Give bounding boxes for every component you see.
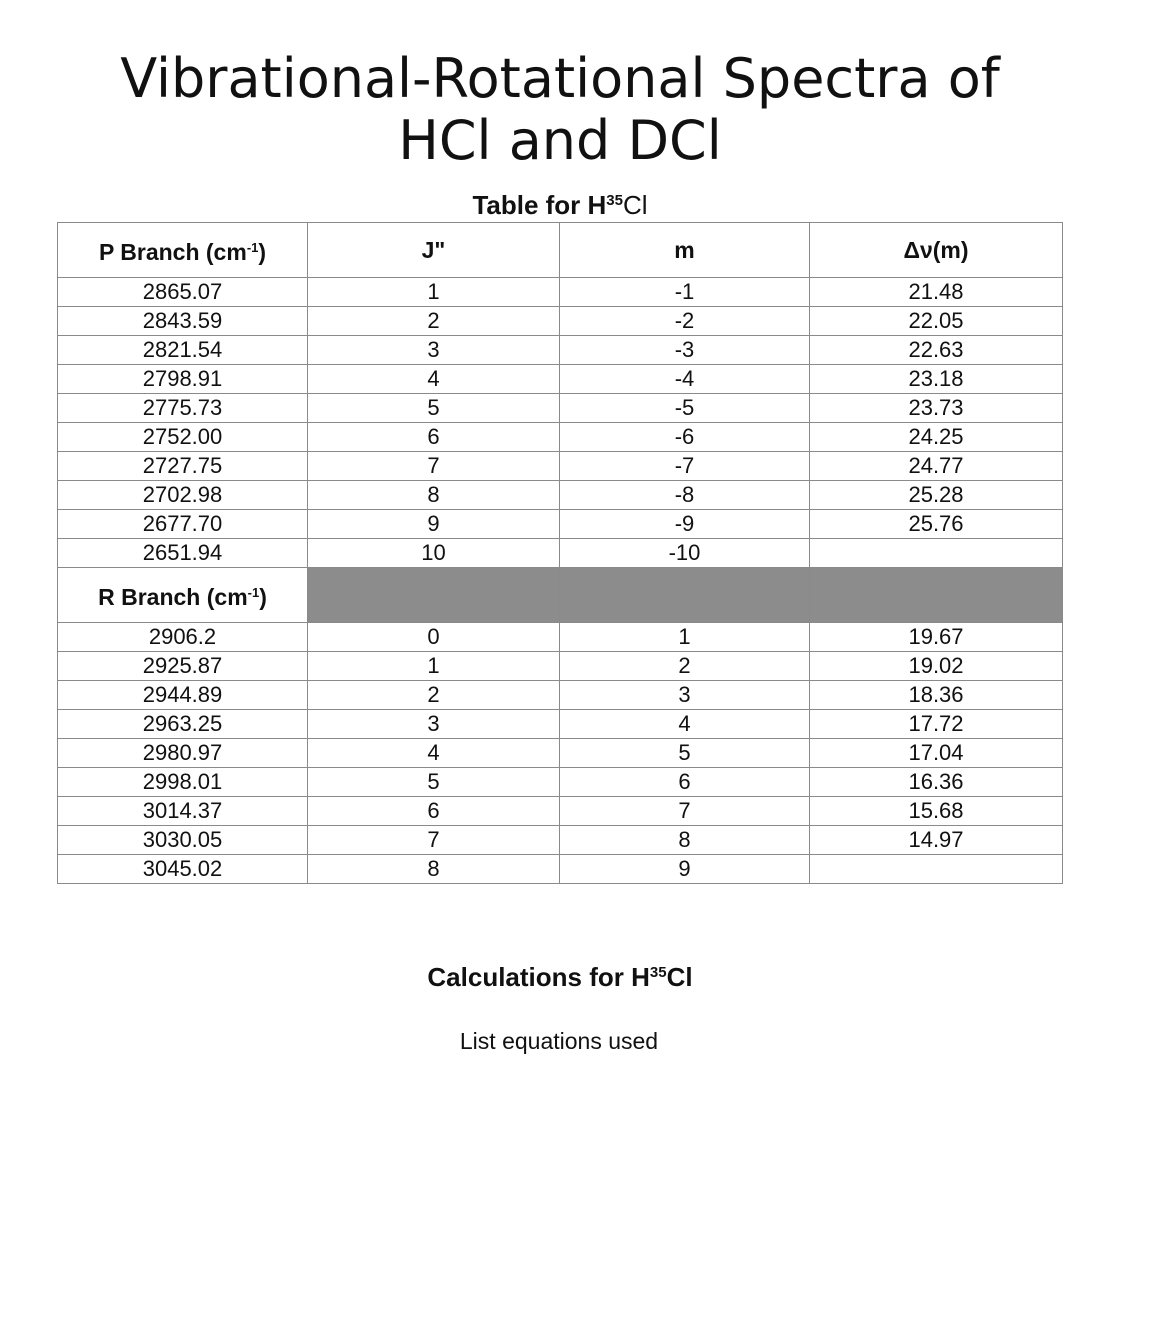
table-row [58,481,1063,510]
table-cell: 16.36 [810,768,1063,797]
p-header-row [58,223,1063,278]
table-row [58,710,1063,739]
table-cell: 2944.89 [58,681,308,710]
table-cell: -10 [560,539,810,568]
table-cell: 3 [308,336,560,365]
table-cell: 18.36 [810,681,1063,710]
table-row [58,681,1063,710]
table-cell: 23.18 [810,365,1063,394]
table-cell: 1 [308,652,560,681]
table-cell: 4 [308,365,560,394]
table-cell: -6 [560,423,810,452]
table-cell: 1 [308,278,560,307]
table-cell: 7 [308,452,560,481]
table-cell: 5 [560,739,810,768]
table-cell: 2821.54 [58,336,308,365]
table-cell: 14.97 [810,826,1063,855]
table-cell: 22.05 [810,307,1063,336]
table-cell: -4 [560,365,810,394]
table-cell: 4 [560,710,810,739]
column-header: J" [308,223,560,278]
table-cell: 6 [308,797,560,826]
table-cell: -3 [560,336,810,365]
table-cell: 24.77 [810,452,1063,481]
table-cell: 6 [308,423,560,452]
table-cell: 7 [308,826,560,855]
table-cell [810,539,1063,568]
table-cell: 2865.07 [58,278,308,307]
table-cell: 6 [560,768,810,797]
title-line-1: Vibrational-Rotational Spectra of [120,47,1000,110]
table-row [58,452,1063,481]
p-branch-header: P Branch $(cm^{-1})$ [58,223,308,278]
r-header-row [58,568,1063,623]
table-cell: -9 [560,510,810,539]
table-cell: 2651.94 [58,539,308,568]
table-cell: 2 [560,652,810,681]
table-cell: 17.04 [810,739,1063,768]
table-row [58,394,1063,423]
table-cell: 2998.01 [58,768,308,797]
table-cell: 3 [560,681,810,710]
table-cell: 2798.91 [58,365,308,394]
table-cell: 4 [308,739,560,768]
table-cell: 15.68 [810,797,1063,826]
calculations-heading: Calculations for $H^{35}Cl$ [427,962,693,992]
table-cell: 5 [308,394,560,423]
table-cell: 2 [308,307,560,336]
shaded-cell [560,568,810,623]
table-cell: 23.73 [810,394,1063,423]
table-row [58,855,1063,884]
table-cell: 9 [308,510,560,539]
table-cell: 9 [560,855,810,884]
table-row [58,365,1063,394]
title-line-2: HCl and DCl [398,109,722,172]
spectra-table [57,222,1063,884]
table-cell: -1 [560,278,810,307]
table-cell: 2843.59 [58,307,308,336]
table-row [58,307,1063,336]
table-cell: 8 [308,855,560,884]
r-branch-header: R Branch $(cm^{-1})$ [58,568,308,623]
table-row [58,652,1063,681]
table-cell: 2 [308,681,560,710]
table-cell: -2 [560,307,810,336]
table-row [58,510,1063,539]
table-cell: 2752.00 [58,423,308,452]
table-row [58,797,1063,826]
table-caption: Table for $H^{35}Cl$ [472,190,648,220]
table-cell: 19.02 [810,652,1063,681]
table-cell: 5 [308,768,560,797]
table-row [58,768,1063,797]
table-cell: 24.25 [810,423,1063,452]
table-cell: 8 [560,826,810,855]
table-cell: -8 [560,481,810,510]
table-cell: 3 [308,710,560,739]
table-cell: 0 [308,623,560,652]
equations-note: List equations used [459,1028,659,1054]
column-header: Δν(m) [810,223,1063,278]
table-cell: 2980.97 [58,739,308,768]
shaded-cell [308,568,560,623]
table-cell: 1 [560,623,810,652]
table-cell: 25.76 [810,510,1063,539]
table-cell: 3014.37 [58,797,308,826]
table-cell: 17.72 [810,710,1063,739]
table-row [58,739,1063,768]
table-cell: 2677.70 [58,510,308,539]
table-row [58,423,1063,452]
table-cell: 2727.75 [58,452,308,481]
table-cell: 2775.73 [58,394,308,423]
table-row [58,826,1063,855]
column-header: m [560,223,810,278]
table-cell: 2925.87 [58,652,308,681]
table-cell: 2702.98 [58,481,308,510]
table-row [58,539,1063,568]
table-row [58,336,1063,365]
table-cell: 22.63 [810,336,1063,365]
page-title [0,48,1120,172]
table-cell: 8 [308,481,560,510]
table-cell: 19.67 [810,623,1063,652]
table-cell: -5 [560,394,810,423]
table-cell [810,855,1063,884]
table-cell: 3030.05 [58,826,308,855]
table-cell: 7 [560,797,810,826]
table-cell: 21.48 [810,278,1063,307]
table-row [58,278,1063,307]
table-cell: -7 [560,452,810,481]
table-cell: 2963.25 [58,710,308,739]
table-cell: 25.28 [810,481,1063,510]
table-row [58,623,1063,652]
table-cell: 2906.2 [58,623,308,652]
spectra-table-body [58,223,1063,884]
table-cell: 3045.02 [58,855,308,884]
table-cell: 10 [308,539,560,568]
shaded-cell [810,568,1063,623]
